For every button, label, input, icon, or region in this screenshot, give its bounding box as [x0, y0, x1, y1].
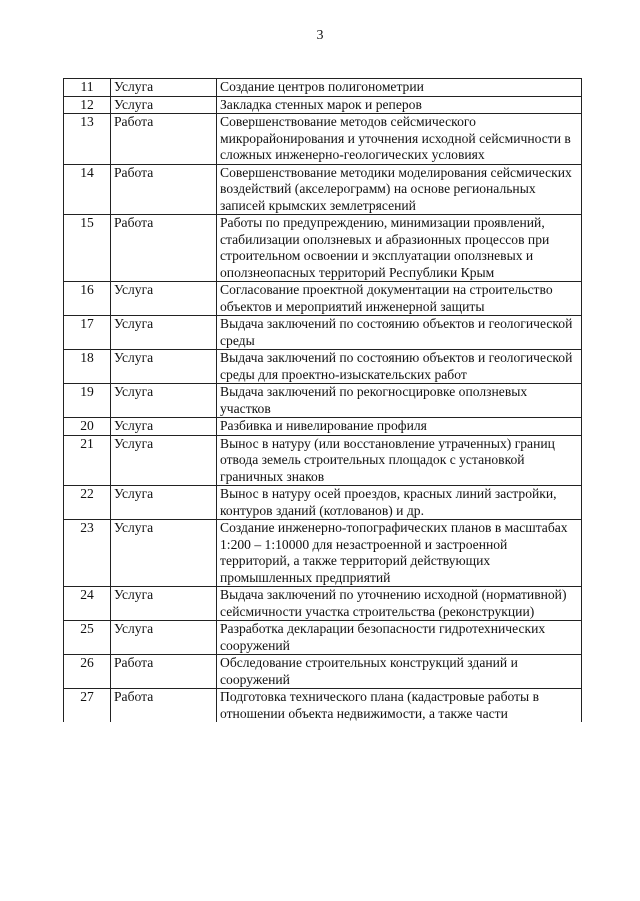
row-number: 14 — [64, 164, 111, 215]
row-description: Вынос в натуру осей проездов, красных линий застройки, контуров зданий (котлованов) и др. — [217, 486, 582, 520]
row-type: Услуга — [111, 350, 217, 384]
row-number: 13 — [64, 114, 111, 165]
row-number: 19 — [64, 384, 111, 418]
table-row — [64, 114, 582, 165]
row-type: Услуга — [111, 486, 217, 520]
row-number: 11 — [64, 79, 111, 97]
row-number: 18 — [64, 350, 111, 384]
row-number: 21 — [64, 435, 111, 486]
row-number: 17 — [64, 316, 111, 350]
table-row — [64, 587, 582, 621]
row-description: Подготовка технического плана (кадастровые работы в отношении объекта недвижимости, а также части — [217, 689, 582, 723]
row-type: Работа — [111, 114, 217, 165]
row-description: Обследование строительных конструкций зданий и сооружений — [217, 655, 582, 689]
row-type: Работа — [111, 164, 217, 215]
row-description: Работы по предупреждению, минимизации проявлений, стабилизации оползневых и абразионных процессов при строительном освоении и эксплуатации оползневых и оползнеопасных территорий Республики Крым — [217, 215, 582, 282]
table-row — [64, 689, 582, 723]
row-type: Услуга — [111, 435, 217, 486]
row-type: Работа — [111, 689, 217, 723]
page-number: 3 — [316, 28, 324, 43]
row-type: Услуга — [111, 520, 217, 587]
row-description: Выдача заключений по состоянию объектов и геологической среды для проектно-изыскательских работ — [217, 350, 582, 384]
table-row — [64, 435, 582, 486]
row-description: Создание инженерно-топографических планов в масштабах 1:200 – 1:10000 для незастроенной и застроенной территорий, а также территорий действующих промышленных предприятий — [217, 520, 582, 587]
table-row — [64, 316, 582, 350]
row-number: 23 — [64, 520, 111, 587]
table-row — [64, 655, 582, 689]
row-description: Разработка декларации безопасности гидротехнических сооружений — [217, 621, 582, 655]
table-row — [64, 384, 582, 418]
row-description: Совершенствование методов сейсмического микрорайонирования и уточнения исходной сейсмичности в сложных инженерно-геологических условиях — [217, 114, 582, 165]
row-description: Выдача заключений по рекогносцировке оползневых участков — [217, 384, 582, 418]
row-description: Выдача заключений по уточнению исходной (нормативной) сейсмичности участка строительства (реконструкции) — [217, 587, 582, 621]
row-number: 12 — [64, 96, 111, 114]
row-type: Услуга — [111, 96, 217, 114]
row-description: Закладка стенных марок и реперов — [217, 96, 582, 114]
row-description: Совершенствование методики моделирования сейсмических воздействий (акселерограмм) на основе региональных записей крымских землетрясений — [217, 164, 582, 215]
row-type: Услуга — [111, 384, 217, 418]
row-number: 25 — [64, 621, 111, 655]
table-row — [64, 164, 582, 215]
row-type: Услуга — [111, 621, 217, 655]
table-row — [64, 520, 582, 587]
row-type: Работа — [111, 215, 217, 282]
row-description: Вынос в натуру (или восстановление утраченных) границ отвода земель строительных площадок с установкой граничных знаков — [217, 435, 582, 486]
row-description: Согласование проектной документации на строительство объектов и мероприятий инженерной защиты — [217, 282, 582, 316]
row-type: Услуга — [111, 418, 217, 436]
table-row — [64, 79, 582, 97]
row-number: 16 — [64, 282, 111, 316]
table-row — [64, 215, 582, 282]
row-number: 27 — [64, 689, 111, 723]
row-type: Работа — [111, 655, 217, 689]
table-row — [64, 96, 582, 114]
row-number: 15 — [64, 215, 111, 282]
row-type: Услуга — [111, 79, 217, 97]
row-description: Выдача заключений по состоянию объектов и геологической среды — [217, 316, 582, 350]
table-row — [64, 486, 582, 520]
row-type: Услуга — [111, 282, 217, 316]
table-row — [64, 418, 582, 436]
services-table — [63, 78, 582, 722]
row-number: 26 — [64, 655, 111, 689]
row-number: 20 — [64, 418, 111, 436]
row-number: 22 — [64, 486, 111, 520]
table-row — [64, 621, 582, 655]
table-row — [64, 282, 582, 316]
row-description: Разбивка и нивелирование профиля — [217, 418, 582, 436]
table-row — [64, 350, 582, 384]
row-type: Услуга — [111, 316, 217, 350]
row-description: Создание центров полигонометрии — [217, 79, 582, 97]
row-number: 24 — [64, 587, 111, 621]
row-type: Услуга — [111, 587, 217, 621]
